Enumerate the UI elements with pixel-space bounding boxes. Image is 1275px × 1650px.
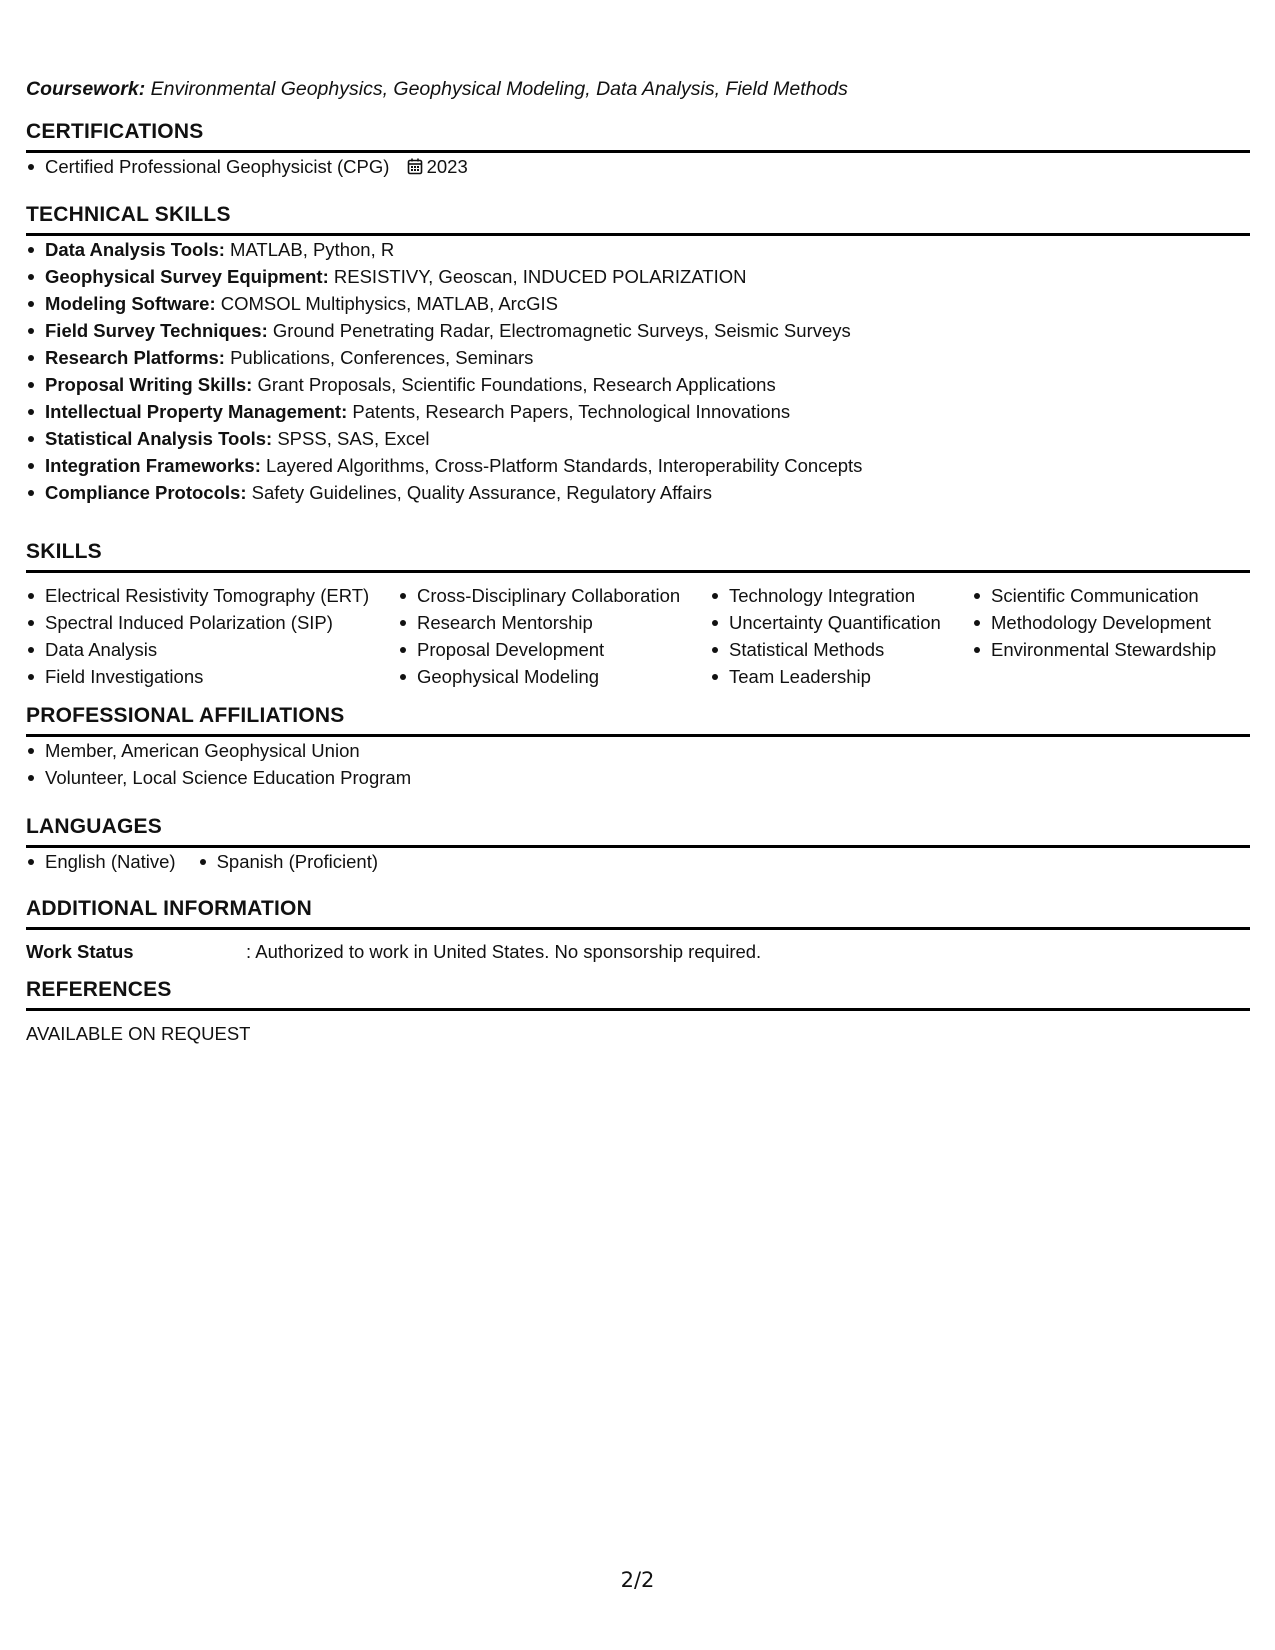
list-item: Spanish (Proficient) [198,848,378,875]
skill-value: SPSS, SAS, Excel [277,428,430,449]
list-item: Research Mentorship [398,609,710,636]
skill-value: Layered Algorithms, Cross-Platform Standards, Interoperability Concepts [266,455,863,476]
certifications-list [26,153,1250,180]
skill-label: Proposal Writing Skills: [45,374,253,395]
references-text: AVAILABLE ON REQUEST [26,1023,251,1044]
additional-info-title: ADDITIONAL INFORMATION [26,895,1250,930]
list-item: Field Investigations [26,663,398,690]
skill-value: RESISTIVY, Geoscan, INDUCED POLARIZATION [333,266,747,287]
list-item: Team Leadership [710,663,972,690]
skill-label: Research Platforms: [45,347,225,368]
skills-grid [26,582,1250,690]
work-status-value: : Authorized to work in United States. No sponsorship required. [246,941,762,962]
list-item: Electrical Resistivity Tomography (ERT) [26,582,398,609]
list-item [26,479,1250,506]
list-item: Statistical Methods [710,636,972,663]
list-item [26,263,1250,290]
skills-section [26,538,1250,690]
coursework-line [26,78,848,101]
affiliations-section [26,702,1250,791]
affiliations-list [26,737,1250,791]
list-item [26,236,1250,263]
certifications-title: CERTIFICATIONS [26,118,1250,153]
list-item: Member, American Geophysical Union [26,737,1250,764]
certifications-section [26,118,1250,180]
languages-title: LANGUAGES [26,813,1250,848]
skills-column [710,582,972,690]
skill-value: Publications, Conferences, Seminars [230,347,534,368]
list-item: Scientific Communication [972,582,1242,609]
references-title: REFERENCES [26,976,1250,1011]
certification-name: Certified Professional Geophysicist (CPG) [45,156,390,177]
skill-value: Grant Proposals, Scientific Foundations, Research Applications [257,374,776,395]
skill-label: Geophysical Survey Equipment: [45,266,329,287]
list-item: Data Analysis [26,636,398,663]
skill-value: COMSOL Multiphysics, MATLAB, ArcGIS [220,293,558,314]
references-section [26,976,1250,1047]
list-item [26,398,1250,425]
list-item: Technology Integration [710,582,972,609]
skills-column [26,582,398,690]
technical-skills-list [26,236,1250,506]
skill-label: Data Analysis Tools: [45,239,225,260]
list-item [26,290,1250,317]
skill-value: Ground Penetrating Radar, Electromagnetic Surveys, Seismic Surveys [272,320,851,341]
technical-skills-section [26,201,1250,506]
list-item [26,425,1250,452]
calendar-icon [407,155,423,182]
work-status-label: Work Status [26,941,134,962]
list-item [26,452,1250,479]
list-item [26,371,1250,398]
work-status-row [26,938,1250,965]
list-item [26,344,1250,371]
list-item: Spectral Induced Polarization (SIP) [26,609,398,636]
skill-value: Patents, Research Papers, Technological Innovations [352,401,791,422]
list-item: Proposal Development [398,636,710,663]
coursework-label: Coursework: [26,78,146,100]
skills-column [972,582,1242,690]
list-item: English (Native) [26,848,176,875]
languages-section [26,813,1250,875]
skill-label: Compliance Protocols: [45,482,247,503]
list-item [26,317,1250,344]
skill-value: Safety Guidelines, Quality Assurance, Regulatory Affairs [251,482,712,503]
skills-column [398,582,710,690]
list-item: Methodology Development [972,609,1242,636]
skill-label: Modeling Software: [45,293,216,314]
certification-item [26,153,1250,180]
list-item: Cross-Disciplinary Collaboration [398,582,710,609]
page-number: 2/2 [620,1568,655,1592]
affiliations-title: PROFESSIONAL AFFILIATIONS [26,702,1250,737]
list-item: Geophysical Modeling [398,663,710,690]
list-item: Environmental Stewardship [972,636,1242,663]
coursework-text: Environmental Geophysics, Geophysical Modeling, Data Analysis, Field Methods [150,78,848,100]
list-item: Uncertainty Quantification [710,609,972,636]
additional-info-section [26,895,1250,965]
skill-label: Integration Frameworks: [45,455,261,476]
skill-label: Intellectual Property Management: [45,401,348,422]
list-item: Volunteer, Local Science Education Program [26,764,1250,791]
skill-label: Statistical Analysis Tools: [45,428,273,449]
skill-label: Field Survey Techniques: [45,320,268,341]
certification-year: 2023 [426,156,468,177]
skill-value: MATLAB, Python, R [230,239,395,260]
languages-list [26,848,1250,875]
skills-title: SKILLS [26,538,1250,573]
technical-skills-title: TECHNICAL SKILLS [26,201,1250,236]
